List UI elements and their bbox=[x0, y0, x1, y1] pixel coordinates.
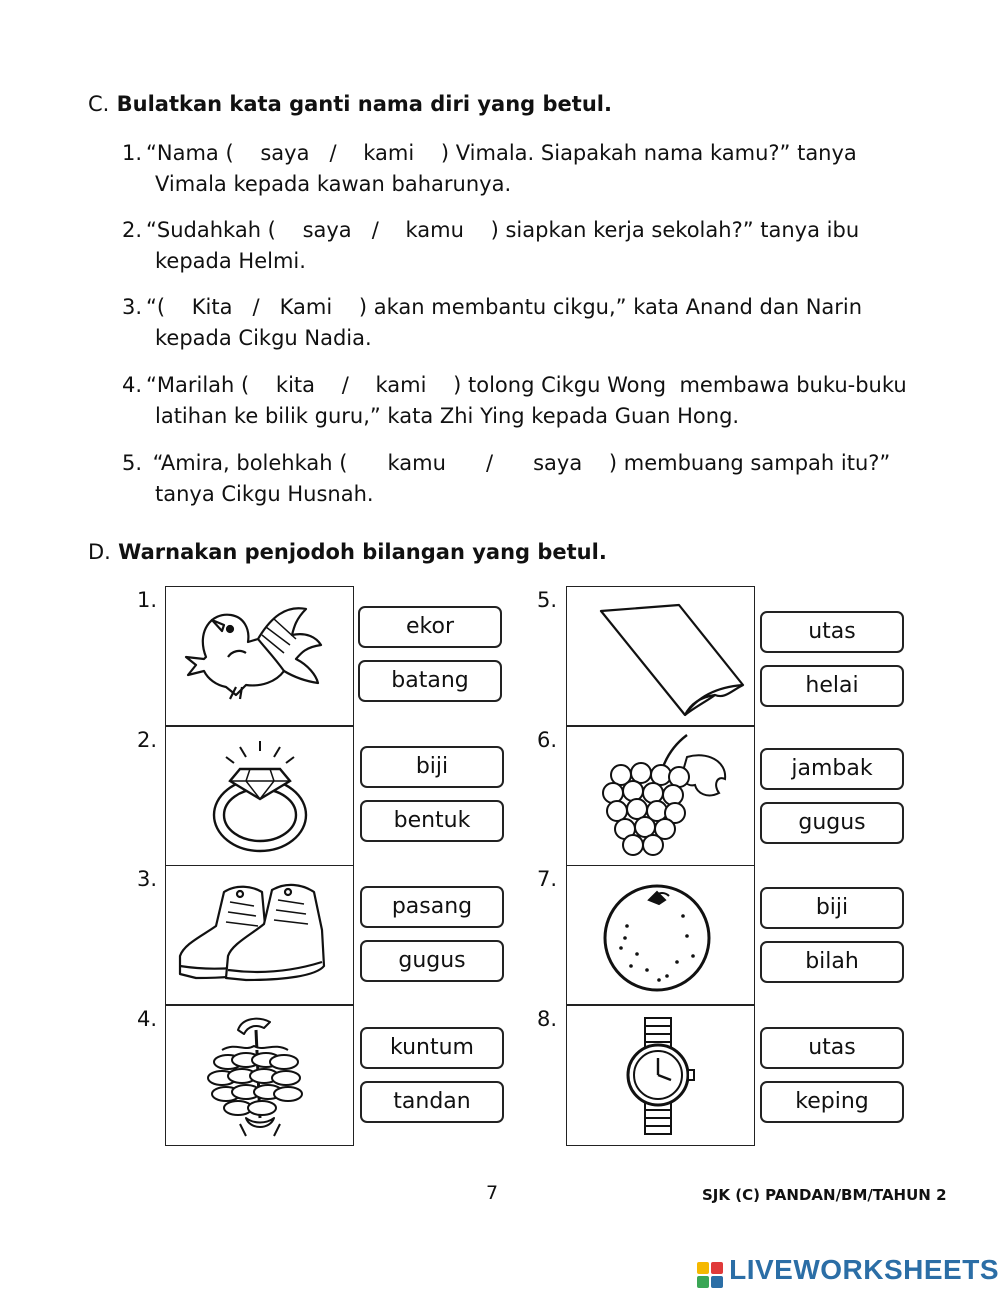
question-3 bbox=[122, 292, 982, 354]
watch-image bbox=[566, 1005, 755, 1146]
question-4 bbox=[122, 370, 982, 432]
option-button[interactable]: pasang bbox=[360, 886, 504, 928]
shoes-image bbox=[165, 865, 354, 1005]
question-1 bbox=[122, 138, 982, 200]
item-number: 4. bbox=[137, 1007, 158, 1031]
option-button[interactable]: kuntum bbox=[360, 1027, 504, 1069]
paper-icon bbox=[567, 587, 753, 724]
brand-name: LIVEWORKSHEETS bbox=[729, 1254, 1000, 1285]
question-line: “Nama ( saya / kami ) Vimala. Siapakah nama kamu?” tanya bbox=[146, 141, 857, 165]
question-line: kepada Helmi. bbox=[155, 249, 306, 273]
option-button[interactable]: helai bbox=[760, 665, 904, 707]
question-line: “Marilah ( kita / kami ) tolong Cikgu Wong membawa buku-buku bbox=[146, 373, 907, 397]
option-button[interactable]: gugus bbox=[360, 940, 504, 982]
option-button[interactable]: utas bbox=[760, 1027, 904, 1069]
item-number: 3. bbox=[137, 867, 158, 891]
question-line: “Amira, bolehkah ( kamu / saya ) membuang sampah itu?” bbox=[146, 451, 891, 475]
option-button[interactable]: utas bbox=[760, 611, 904, 653]
bananas-image bbox=[165, 1005, 354, 1146]
bananas-icon bbox=[166, 1006, 352, 1144]
item-number: 7. bbox=[537, 867, 558, 891]
question-line: “Sudahkah ( saya / kamu ) siapkan kerja sekolah?” tanya ibu bbox=[146, 218, 860, 242]
question-5 bbox=[122, 448, 982, 510]
shoes-icon bbox=[166, 866, 352, 1003]
liveworksheets-logo-icon bbox=[696, 1261, 724, 1289]
question-number: 1. bbox=[122, 141, 143, 165]
option-button[interactable]: bilah bbox=[760, 941, 904, 983]
question-line: latihan ke bilik guru,” kata Zhi Ying kepada Guan Hong. bbox=[155, 404, 740, 428]
question-number: 3. bbox=[122, 295, 143, 319]
orange-icon bbox=[567, 866, 753, 1003]
option-button[interactable]: ekor bbox=[358, 606, 502, 648]
question-line: kepada Cikgu Nadia. bbox=[155, 326, 372, 350]
option-button[interactable]: batang bbox=[358, 660, 502, 702]
question-number: 5. bbox=[122, 451, 143, 475]
item-number: 6. bbox=[537, 728, 558, 752]
section-c-title: Bulatkan kata ganti nama diri yang betul. bbox=[116, 92, 612, 116]
item-number: 5. bbox=[537, 588, 558, 612]
page-number: 7 bbox=[486, 1182, 499, 1204]
option-button[interactable]: bentuk bbox=[360, 800, 504, 842]
question-line: “( Kita / Kami ) akan membantu cikgu,” kata Anand dan Narin bbox=[146, 295, 863, 319]
item-number: 8. bbox=[537, 1007, 558, 1031]
liveworksheets-brand[interactable] bbox=[696, 1254, 999, 1288]
grapes-icon bbox=[567, 727, 753, 864]
school-label: SJK (C) PANDAN/BM/TAHUN 2 bbox=[702, 1186, 947, 1204]
bird-image bbox=[165, 586, 354, 726]
section-d-heading bbox=[88, 540, 607, 564]
option-button[interactable]: biji bbox=[360, 746, 504, 788]
option-button[interactable]: keping bbox=[760, 1081, 904, 1123]
grapes-image bbox=[566, 726, 755, 866]
section-c-letter: C. bbox=[88, 92, 110, 116]
section-d-title: Warnakan penjodoh bilangan yang betul. bbox=[118, 540, 607, 564]
question-2 bbox=[122, 215, 982, 277]
paper-image bbox=[566, 586, 755, 726]
ring-image bbox=[165, 726, 354, 866]
bird-icon bbox=[166, 587, 352, 724]
item-number: 1. bbox=[137, 588, 158, 612]
question-line: tanya Cikgu Husnah. bbox=[155, 482, 374, 506]
option-button[interactable]: biji bbox=[760, 887, 904, 929]
question-number: 4. bbox=[122, 373, 143, 397]
option-button[interactable]: tandan bbox=[360, 1081, 504, 1123]
orange-image bbox=[566, 865, 755, 1005]
watch-icon bbox=[567, 1006, 753, 1144]
option-button[interactable]: gugus bbox=[760, 802, 904, 844]
section-c-heading bbox=[88, 92, 612, 116]
ring-icon bbox=[166, 727, 352, 864]
item-number: 2. bbox=[137, 728, 158, 752]
question-number: 2. bbox=[122, 218, 143, 242]
section-d-letter: D. bbox=[88, 540, 111, 564]
option-button[interactable]: jambak bbox=[760, 748, 904, 790]
question-line: Vimala kepada kawan baharunya. bbox=[155, 172, 512, 196]
